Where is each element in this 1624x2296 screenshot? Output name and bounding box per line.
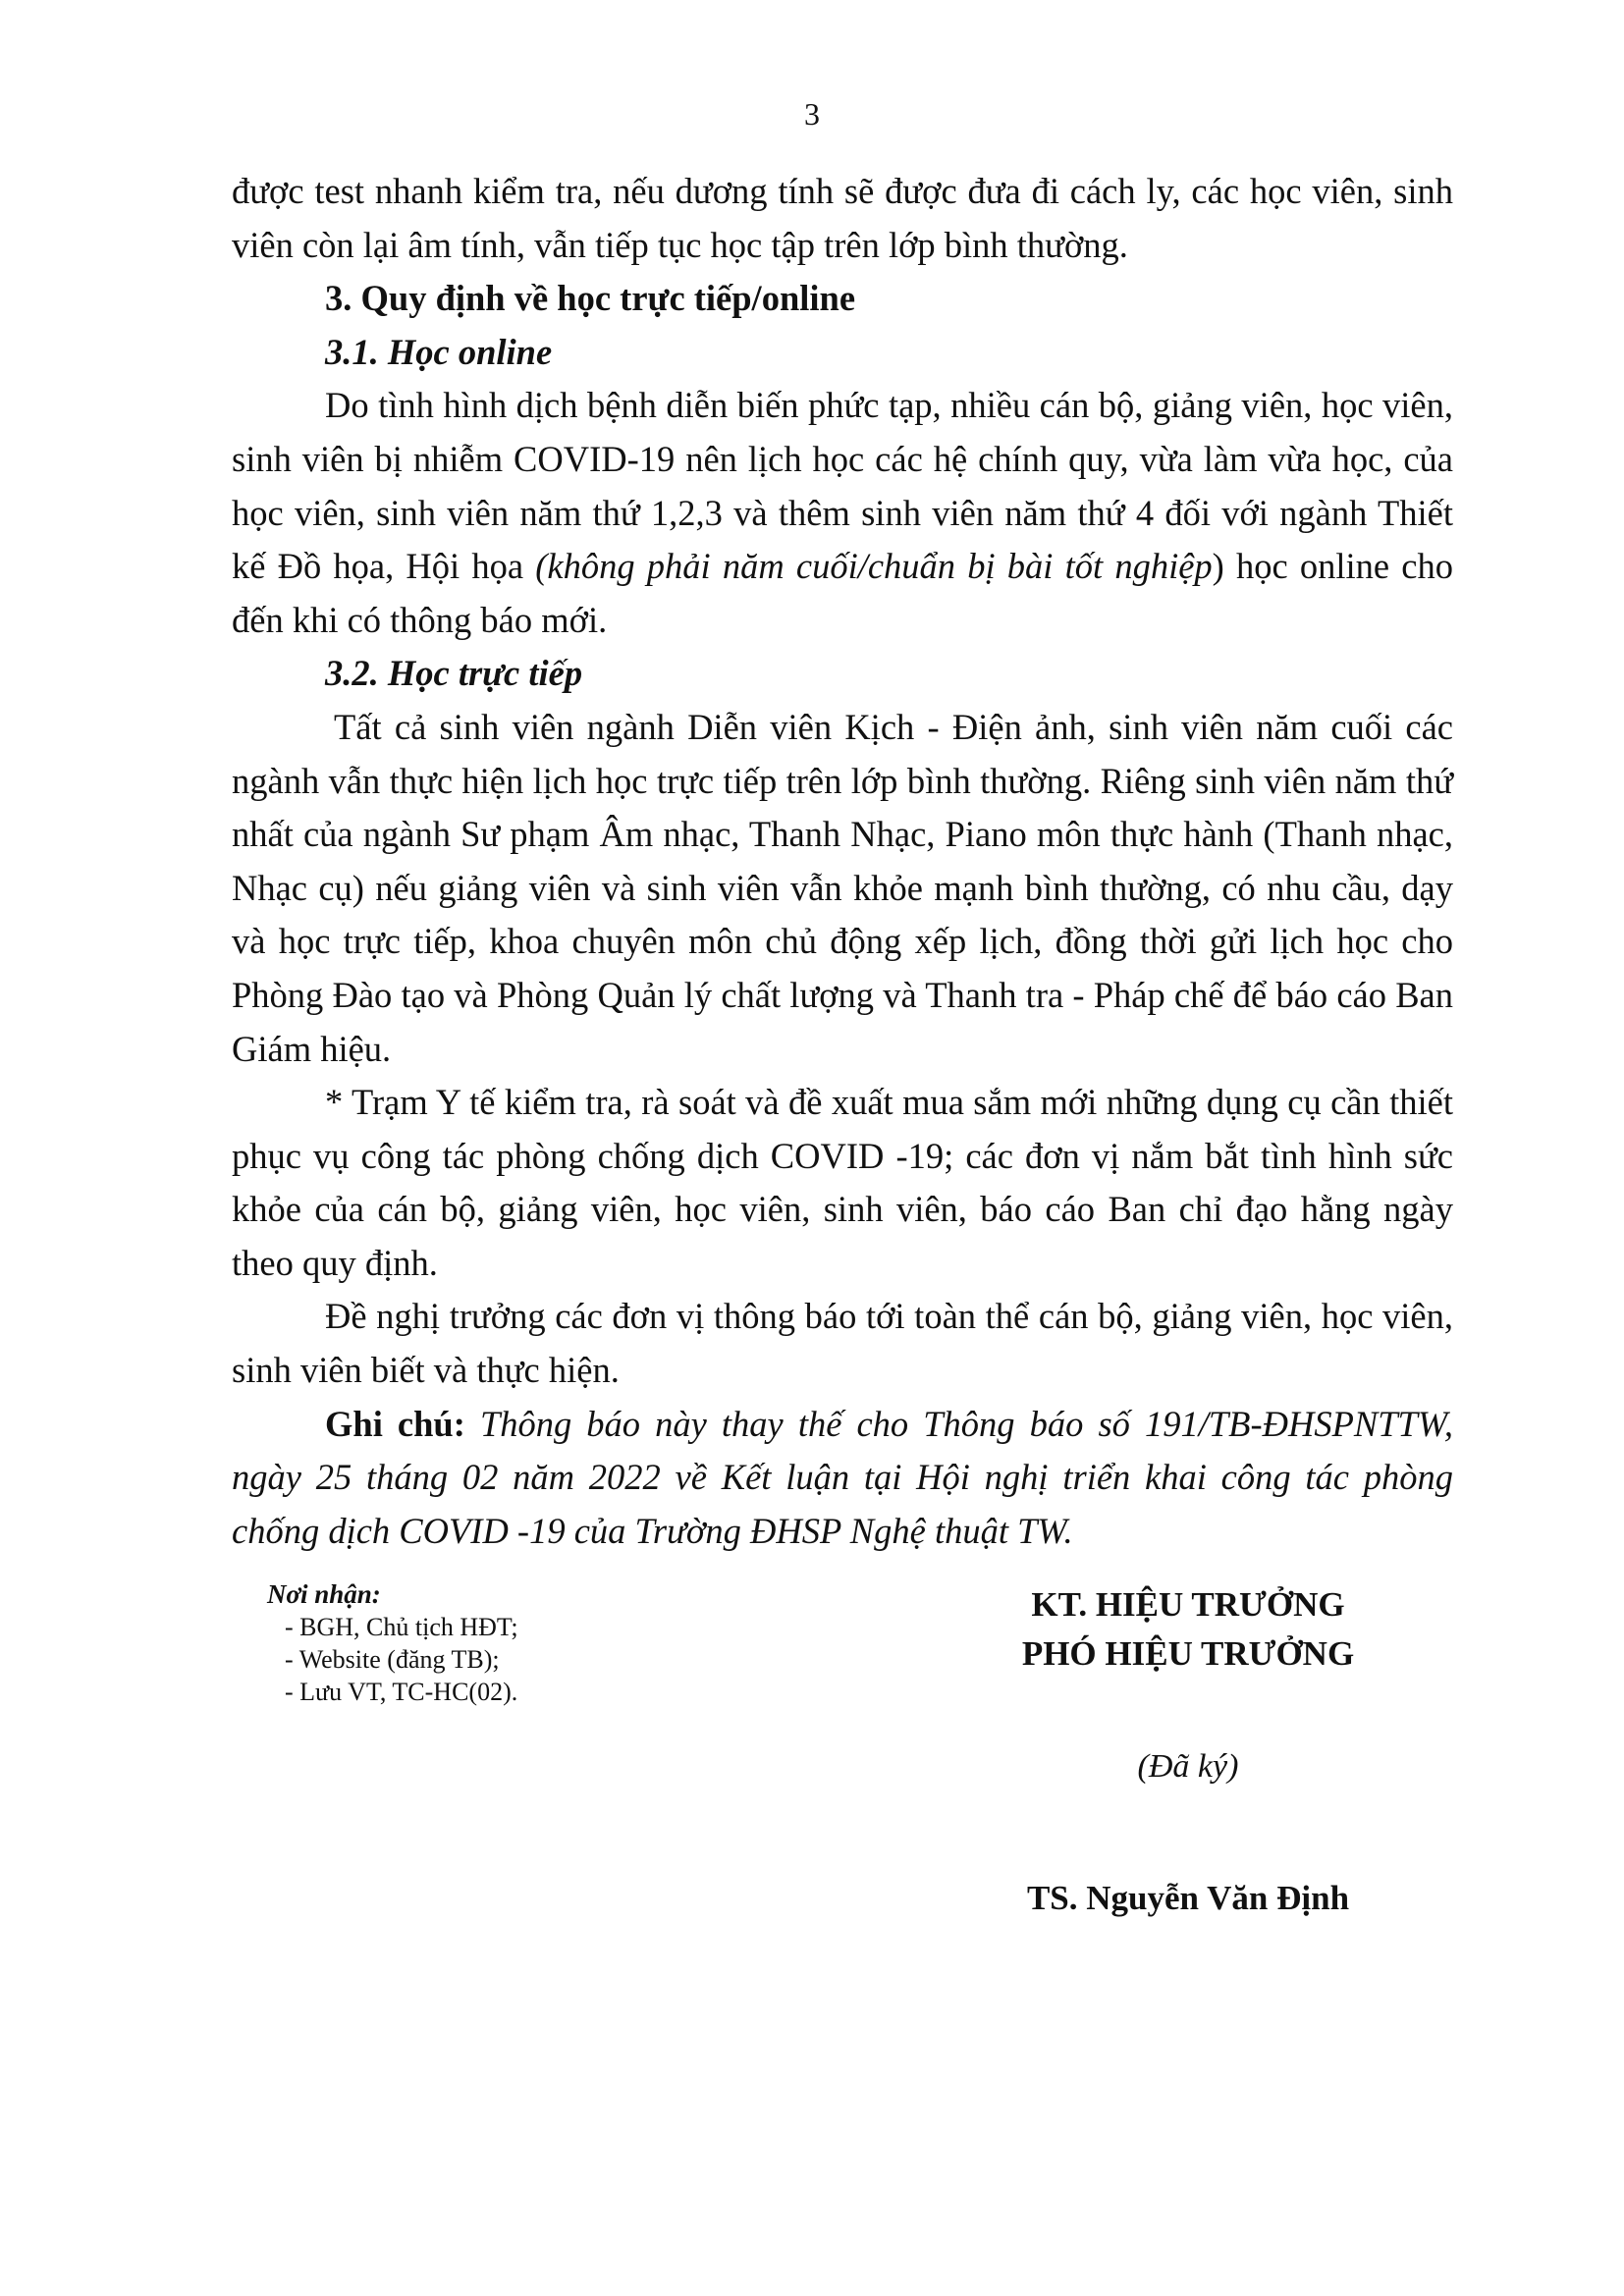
paragraph-direct: Tất cả sinh viên ngành Diễn viên Kịch - Điện ảnh, sinh viên năm cuối các ngành vẫn thực hiện lịch học trực tiếp trên lớp bình thường. Riêng sinh viên năm thứ nhất của ngành Sư phạm Âm nhạc, Thanh Nhạc, Piano môn thực hành (Thanh nhạc, Nhạc cụ) nếu giảng viên và sinh viên vẫn khỏe mạnh bình thường, có nhu cầu, dạy và học trực tiếp, khoa chuyên môn chủ động xếp lịch, đồng thời gửi lịch học cho Phòng Đào tạo và Phòng Quản lý chất lượng và Thanh tra - Pháp chế để báo cáo Ban Giám hiệu. [232,706,1453,1069]
recipients-block [267,1578,758,1708]
section-heading-3-2: 3.2. Học trực tiếp [325,653,583,694]
recipients-title: Nơi nhận: [267,1579,381,1609]
note-text: Thông báo này thay thế cho Thông báo số 191/TB-ĐHSPNTTW, ngày 25 tháng 02 năm 2022 về Kết luận tại Hội nghị triển khai công tác phòng chống dịch COVID -19 của Trường ĐHSP Nghệ thuật TW. [232,1403,1453,1551]
signed-note: (Đã ký) [1137,1748,1239,1785]
signature-block [884,1580,1492,1920]
paragraph-continued: được test nhanh kiểm tra, nếu dương tính sẽ được đưa đi cách ly, các học viên, sinh viên còn lại âm tính, vẫn tiếp tục học tập trên lớp bình thường. [232,171,1453,265]
document-body [232,165,1453,1558]
note-paragraph [232,1398,1453,1559]
recipient-item: - Website (đăng TB); [285,1645,500,1674]
signature-title-2: PHÓ HIỆU TRƯỞNG [1021,1634,1355,1673]
recipient-item: - Lưu VT, TC-HC(02). [285,1678,518,1706]
paragraph-online [232,379,1453,647]
paragraph-online-text-b: ) học online cho đến khi có thông báo mới. [232,546,1453,640]
signer-name: TS. Nguyễn Văn Định [1026,1879,1350,1917]
signature-title-1: KT. HIỆU TRƯỞNG [1031,1585,1345,1624]
section-heading-3-1: 3.1. Học online [325,331,553,372]
note-label: Ghi chú: [325,1403,465,1444]
paragraph-medical-station: * Trạm Y tế kiểm tra, rà soát và đề xuất mua sắm mới những dụng cụ cần thiết phục vụ công tác phòng chống dịch COVID -19; các đơn vị nắm bắt tình hình sức khỏe của cán bộ, giảng viên, học viên, sinh viên, báo cáo Ban chỉ đạo hằng ngày theo quy định. [232,1082,1453,1283]
page-number: 3 [804,96,820,132]
paragraph-request: Đề nghị trưởng các đơn vị thông báo tới toàn thể cán bộ, giảng viên, học viên, sinh viên biết và thực hiện. [232,1296,1453,1391]
section-heading-3: 3. Quy định về học trực tiếp/online [325,278,856,319]
recipient-item: - BGH, Chủ tịch HĐT; [285,1613,518,1641]
paragraph-online-italic: (không phải năm cuối/chuẩn bị bài tốt nghiệp [535,546,1213,587]
paragraph-online-text-a: Do tình hình dịch bệnh diễn biến phức tạp, nhiều cán bộ, giảng viên, học viên, sinh viên bị nhiễm COVID-19 nên lịch học các hệ chính quy, vừa làm vừa học, của học viên, sinh viên năm thứ 1,2,3 và thêm sinh viên năm thứ 4 đối với ngành Thiết kế Đồ họa, Hội họa [232,385,1453,587]
